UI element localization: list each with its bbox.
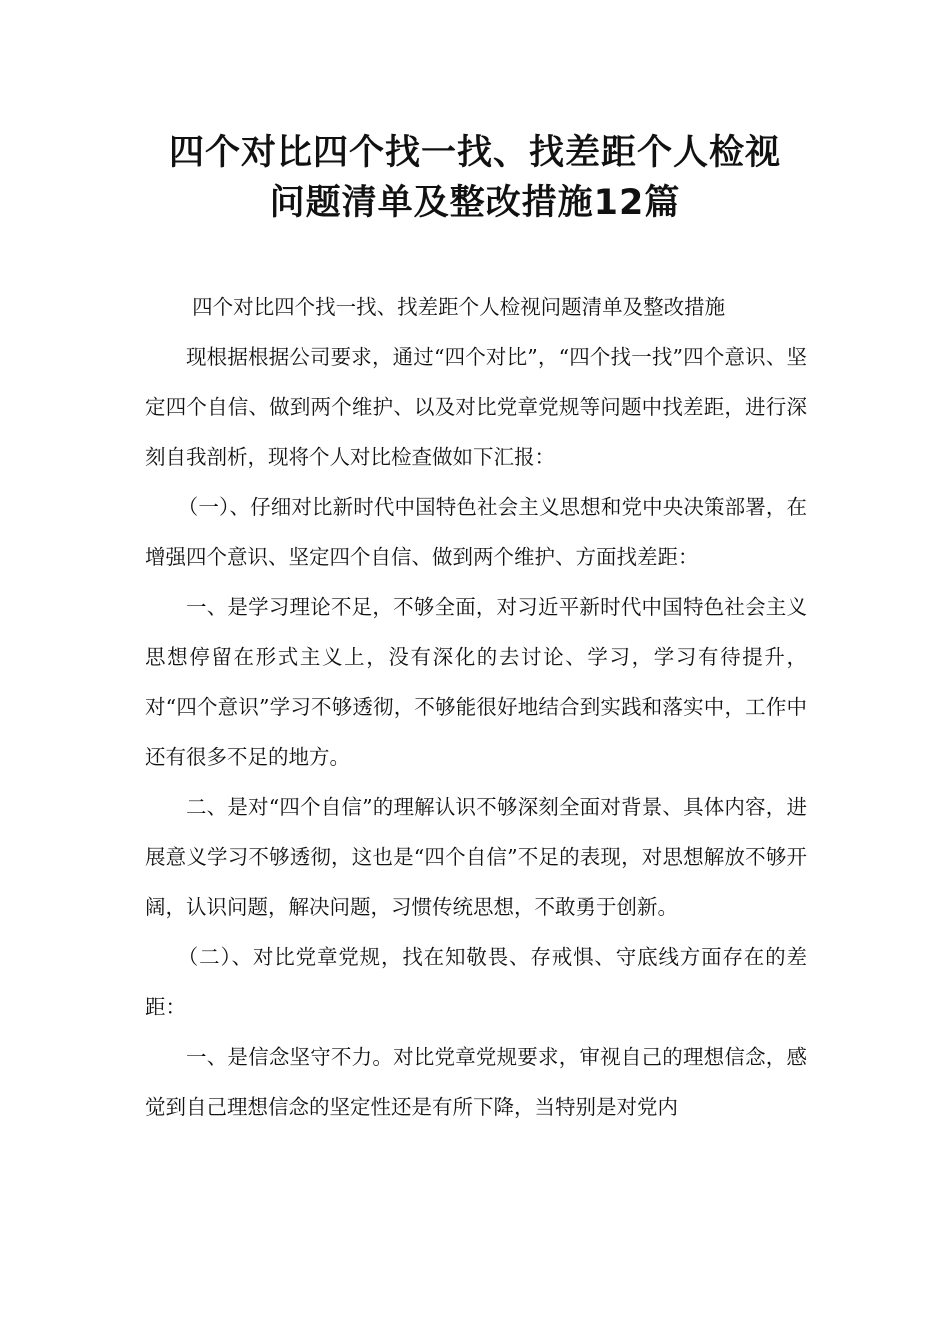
document-title [100,128,850,228]
title-line-1: 四个对比四个找一找、找差距个人检视 [168,133,781,173]
paragraph-section-2-heading: （二）、对比党章党规，找在知敬畏、存戒惧、守底线方面存在的差距： [145,945,807,1019]
paragraph-section-2-point-1: 一、是信念坚守不力。对比党章党规要求，审视自己的理想信念，感觉到自己理想信念的坚定性还是有所下降，当特别是对党内 [145,1045,807,1119]
paragraph-section-1-point-1: 一、是学习理论不足，不够全面，对习近平新时代中国特色社会主义思想停留在形式主义上，没有深化的去讨论、学习，学习有待提升，对“四个意识”学习不够透彻，不够能很好地结合到实践和落实中，工作中还有很多不足的地方。 [145,595,807,769]
paragraph-section-1-point-2: 二、是对“四个自信”的理解认识不够深刻全面对背景、具体内容，进展意义学习不够透彻，这也是“四个自信”不足的表现，对思想解放不够开阔，认识问题，解决问题，习惯传统思想，不敢勇于创新。 [145,795,807,919]
paragraph-subtitle: 四个对比四个找一找、找差距个人检视问题清单及整改措施 [192,295,726,319]
paragraph-intro: 现根据根据公司要求，通过“四个对比”，“四个找一找”四个意识、坚定四个自信、做到两个维护、以及对比党章党规等问题中找差距，进行深刻自我剖析，现将个人对比检查做如下汇报： [145,345,807,469]
document-body [145,282,807,1132]
paragraph-section-1-heading: （一）、仔细对比新时代中国特色社会主义思想和党中央决策部署，在增强四个意识、坚定四个自信、做到两个维护、方面找差距： [145,495,807,569]
title-line-2: 问题清单及整改措施12篇 [269,183,681,223]
